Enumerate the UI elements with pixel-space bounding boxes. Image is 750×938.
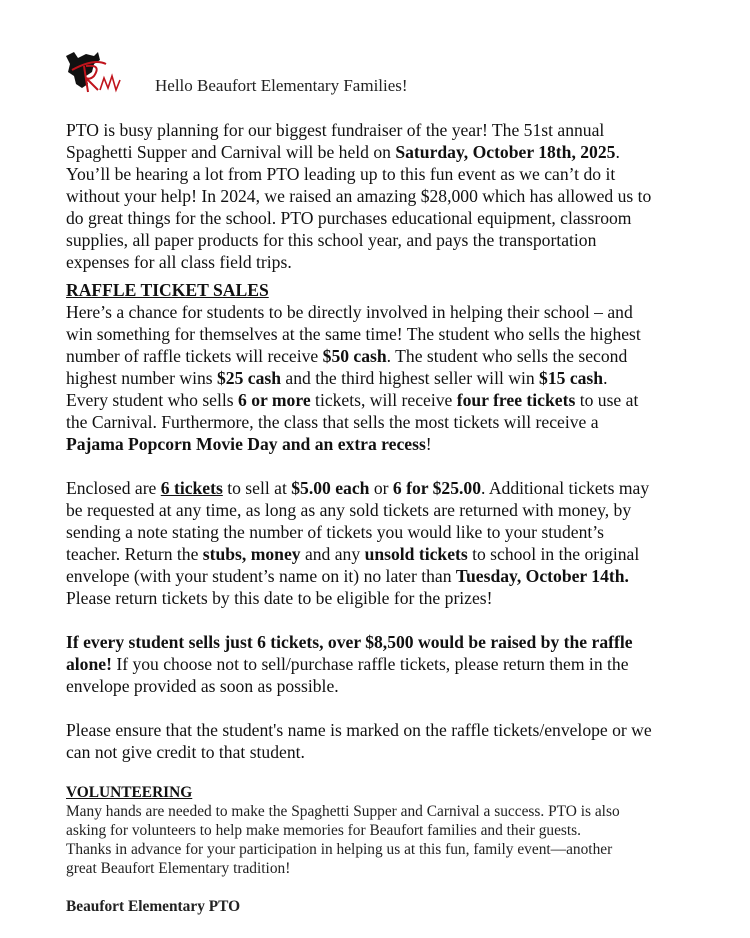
- text-run: sending a note stating the number of tickets you would like to your student’s: [66, 522, 604, 542]
- bold-text: Pajama Popcorn Movie Day and an extra recess: [66, 434, 426, 454]
- text-run: envelope (with your student’s name on it) no later than: [66, 566, 456, 586]
- text-line: [66, 163, 736, 185]
- text-line: [66, 565, 736, 587]
- text-run: Spaghetti Supper and Carnival will be held on: [66, 142, 396, 162]
- text-run: Please return tickets by this date to be eligible for the prizes!: [66, 588, 493, 608]
- text-run: supplies, all paper products for this school year, and pays the transportation: [66, 230, 597, 250]
- text-run: and the third highest seller will win: [281, 368, 540, 388]
- text-run: PTO is busy planning for our biggest fundraiser of the year! The 51st annual: [66, 120, 605, 140]
- raffle-heading: RAFFLE TICKET SALES: [66, 280, 269, 300]
- volunteer-heading: VOLUNTEERING: [66, 784, 193, 801]
- text-run: number of raffle tickets will receive: [66, 346, 323, 366]
- text-line: [66, 389, 736, 411]
- text-line: [66, 229, 736, 251]
- text-line: [66, 653, 736, 675]
- text-line: [66, 587, 736, 609]
- text-run: or: [369, 478, 393, 498]
- greeting: Hello Beaufort Elementary Families!: [155, 76, 408, 95]
- text-line: [66, 477, 736, 499]
- text-line: [66, 411, 736, 433]
- text-line: [66, 301, 736, 323]
- bold-text: $25 cash: [217, 368, 282, 388]
- text-line: [66, 345, 736, 367]
- text-run: be requested at any time, as long as any sold tickets are returned with money, by: [66, 500, 632, 520]
- text-run: tickets, will receive: [310, 390, 457, 410]
- bold-text: Saturday, October 18th, 2025: [395, 142, 616, 162]
- bold-text: 6 tickets: [160, 478, 223, 498]
- text-line: [66, 323, 736, 345]
- text-run: highest number wins: [66, 368, 217, 388]
- text-line: [66, 631, 736, 653]
- volunteer-paragraph: [66, 802, 736, 878]
- text-run: can not give credit to that student.: [66, 742, 305, 762]
- text-line: [66, 521, 736, 543]
- text-run: and any: [300, 544, 365, 564]
- text-line: [66, 821, 736, 840]
- text-line: [66, 141, 736, 163]
- text-run: the Carnival. Furthermore, the class that sells the most tickets will receive a: [66, 412, 599, 432]
- bold-text: four free tickets: [456, 390, 576, 410]
- text-line: [66, 119, 736, 141]
- text-run: . Additional tickets may: [481, 478, 650, 498]
- text-run: Please ensure that the student's name is marked on the raffle tickets/envelope or we: [66, 720, 652, 740]
- text-run: Thanks in advance for your participation in helping us at this fun, family event—another: [66, 841, 613, 858]
- text-run: If you choose not to sell/purchase raffle tickets, please return them in the: [111, 654, 629, 674]
- raffle-paragraph-name-notice: [66, 719, 736, 763]
- text-run: to sell at: [222, 478, 292, 498]
- text-run: asking for volunteers to help make memories for Beaufort families and their guests.: [66, 822, 582, 839]
- text-run: You’ll be hearing a lot from PTO leading up to this fun event as we can’t do it: [66, 164, 616, 184]
- bold-text: stubs, money: [202, 544, 301, 564]
- text-run: do great things for the school. PTO purchases educational equipment, classroom: [66, 208, 632, 228]
- text-run: teacher. Return the: [66, 544, 203, 564]
- text-line: [66, 207, 736, 229]
- text-line: [66, 543, 736, 565]
- text-run: .: [603, 368, 608, 388]
- text-run: !: [425, 434, 432, 454]
- bold-text: $5.00 each: [291, 478, 370, 498]
- text-line: [66, 840, 736, 859]
- intro-paragraph: [66, 119, 736, 273]
- text-line: [66, 251, 736, 273]
- school-logo: [64, 50, 128, 100]
- text-run: Many hands are needed to make the Spaghetti Supper and Carnival a success. PTO is also: [66, 803, 620, 820]
- text-line: [66, 433, 736, 455]
- text-line: [66, 499, 736, 521]
- text-run: to school in the original: [467, 544, 640, 564]
- text-run: Every student who sells: [66, 390, 239, 410]
- text-run: Here’s a chance for students to be directly involved in helping their school – and: [66, 302, 633, 322]
- bold-text: 6 for $25.00: [392, 478, 482, 498]
- text-line: [66, 859, 736, 878]
- raffle-paragraph-goal: [66, 631, 736, 697]
- text-line: [66, 185, 736, 207]
- text-run: without your help! In 2024, we raised an amazing $28,000 which has allowed us to: [66, 186, 652, 206]
- text-run: envelope provided as soon as possible.: [66, 676, 339, 696]
- text-line: [66, 719, 736, 741]
- text-line: [66, 802, 736, 821]
- signature: Beaufort Elementary PTO: [66, 898, 241, 915]
- letter-body: [66, 119, 736, 916]
- bold-text: Tuesday, October 14th.: [455, 566, 629, 586]
- bold-text: 6 or more: [238, 390, 311, 410]
- text-line: [66, 741, 736, 763]
- bold-text: unsold tickets: [364, 544, 468, 564]
- bold-text: alone!: [66, 654, 112, 674]
- bold-text: If every student sells just 6 tickets, over $8,500 would be raised by the raffle: [66, 632, 633, 652]
- text-run: to use at: [575, 390, 639, 410]
- text-run: .: [615, 142, 620, 162]
- text-run: great Beaufort Elementary tradition!: [66, 860, 291, 877]
- text-line: [66, 367, 736, 389]
- text-line: [66, 675, 736, 697]
- text-run: win something for themselves at the same time! The student who sells the highest: [66, 324, 641, 344]
- raffle-paragraph-tickets: [66, 477, 736, 609]
- text-run: . The student who sells the second: [386, 346, 628, 366]
- bold-text: $50 cash: [322, 346, 387, 366]
- text-run: expenses for all class field trips.: [66, 252, 292, 272]
- bold-text: $15 cash: [539, 368, 604, 388]
- text-run: Enclosed are: [66, 478, 161, 498]
- raffle-paragraph-prizes: [66, 301, 736, 455]
